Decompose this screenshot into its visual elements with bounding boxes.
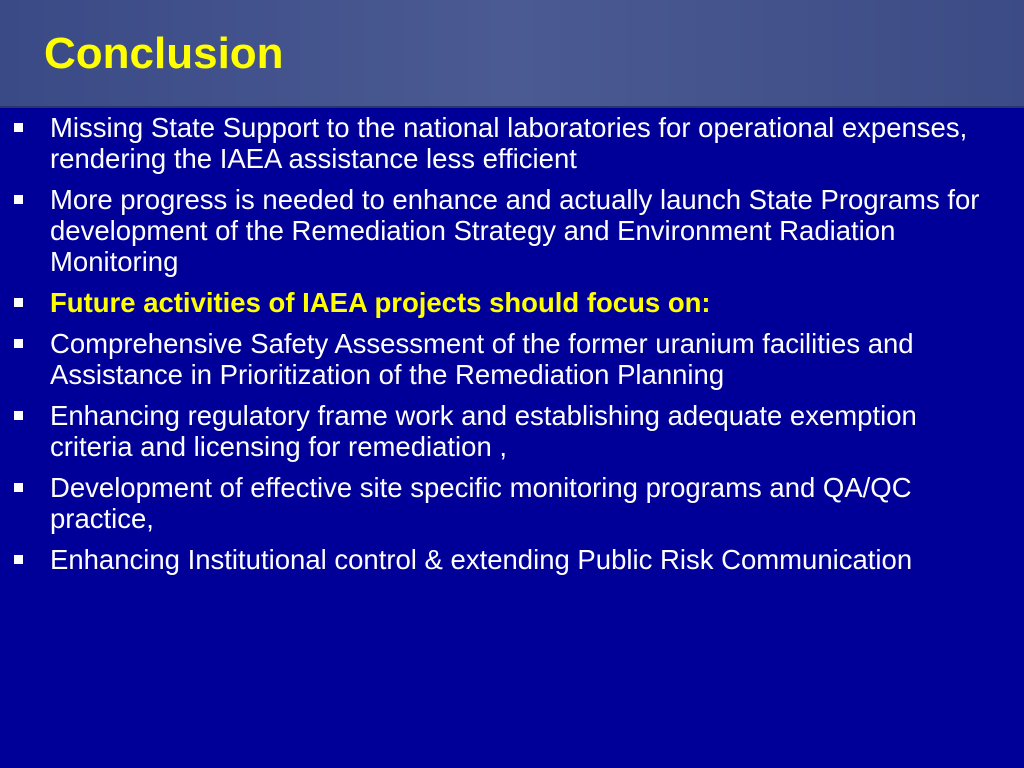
square-bullet-icon: [14, 123, 23, 132]
square-bullet-icon: [14, 339, 23, 348]
square-bullet-icon: [14, 411, 23, 420]
square-bullet-icon: [14, 195, 23, 204]
bullet-item: [0, 544, 1024, 575]
bullet-item: [0, 472, 1024, 534]
bullet-text: More progress is needed to enhance and actually launch State Programs for development of the Remediation Strategy and Environment Radiation Monitoring: [50, 184, 980, 277]
bullet-text: Comprehensive Safety Assessment of the former uranium facilities and Assistance in Prioritization of the Remediation Planning: [50, 328, 914, 390]
bullet-text: Missing State Support to the national laboratories for operational expenses, rendering the IAEA assistance less efficient: [50, 112, 968, 174]
bullet-text: Enhancing Institutional control & extending Public Risk Communication: [50, 544, 913, 575]
square-bullet-icon: [14, 298, 23, 307]
bullet-item: [0, 184, 1024, 277]
bullet-text: Enhancing regulatory frame work and establishing adequate exemption criteria and licensing for remediation ,: [50, 400, 917, 462]
bullet-list: [0, 112, 1024, 585]
slide-title: Conclusion: [44, 29, 284, 78]
square-bullet-icon: [14, 483, 23, 492]
title-bar: [0, 0, 1024, 108]
bullet-text: Future activities of IAEA projects should focus on:: [50, 287, 711, 318]
bullet-item: [0, 112, 1024, 174]
square-bullet-icon: [14, 555, 23, 564]
bullet-text: Development of effective site specific monitoring programs and QA/QC practice,: [50, 472, 912, 534]
bullet-item-highlighted: [0, 287, 1024, 318]
bullet-item: [0, 400, 1024, 462]
bullet-item: [0, 328, 1024, 390]
